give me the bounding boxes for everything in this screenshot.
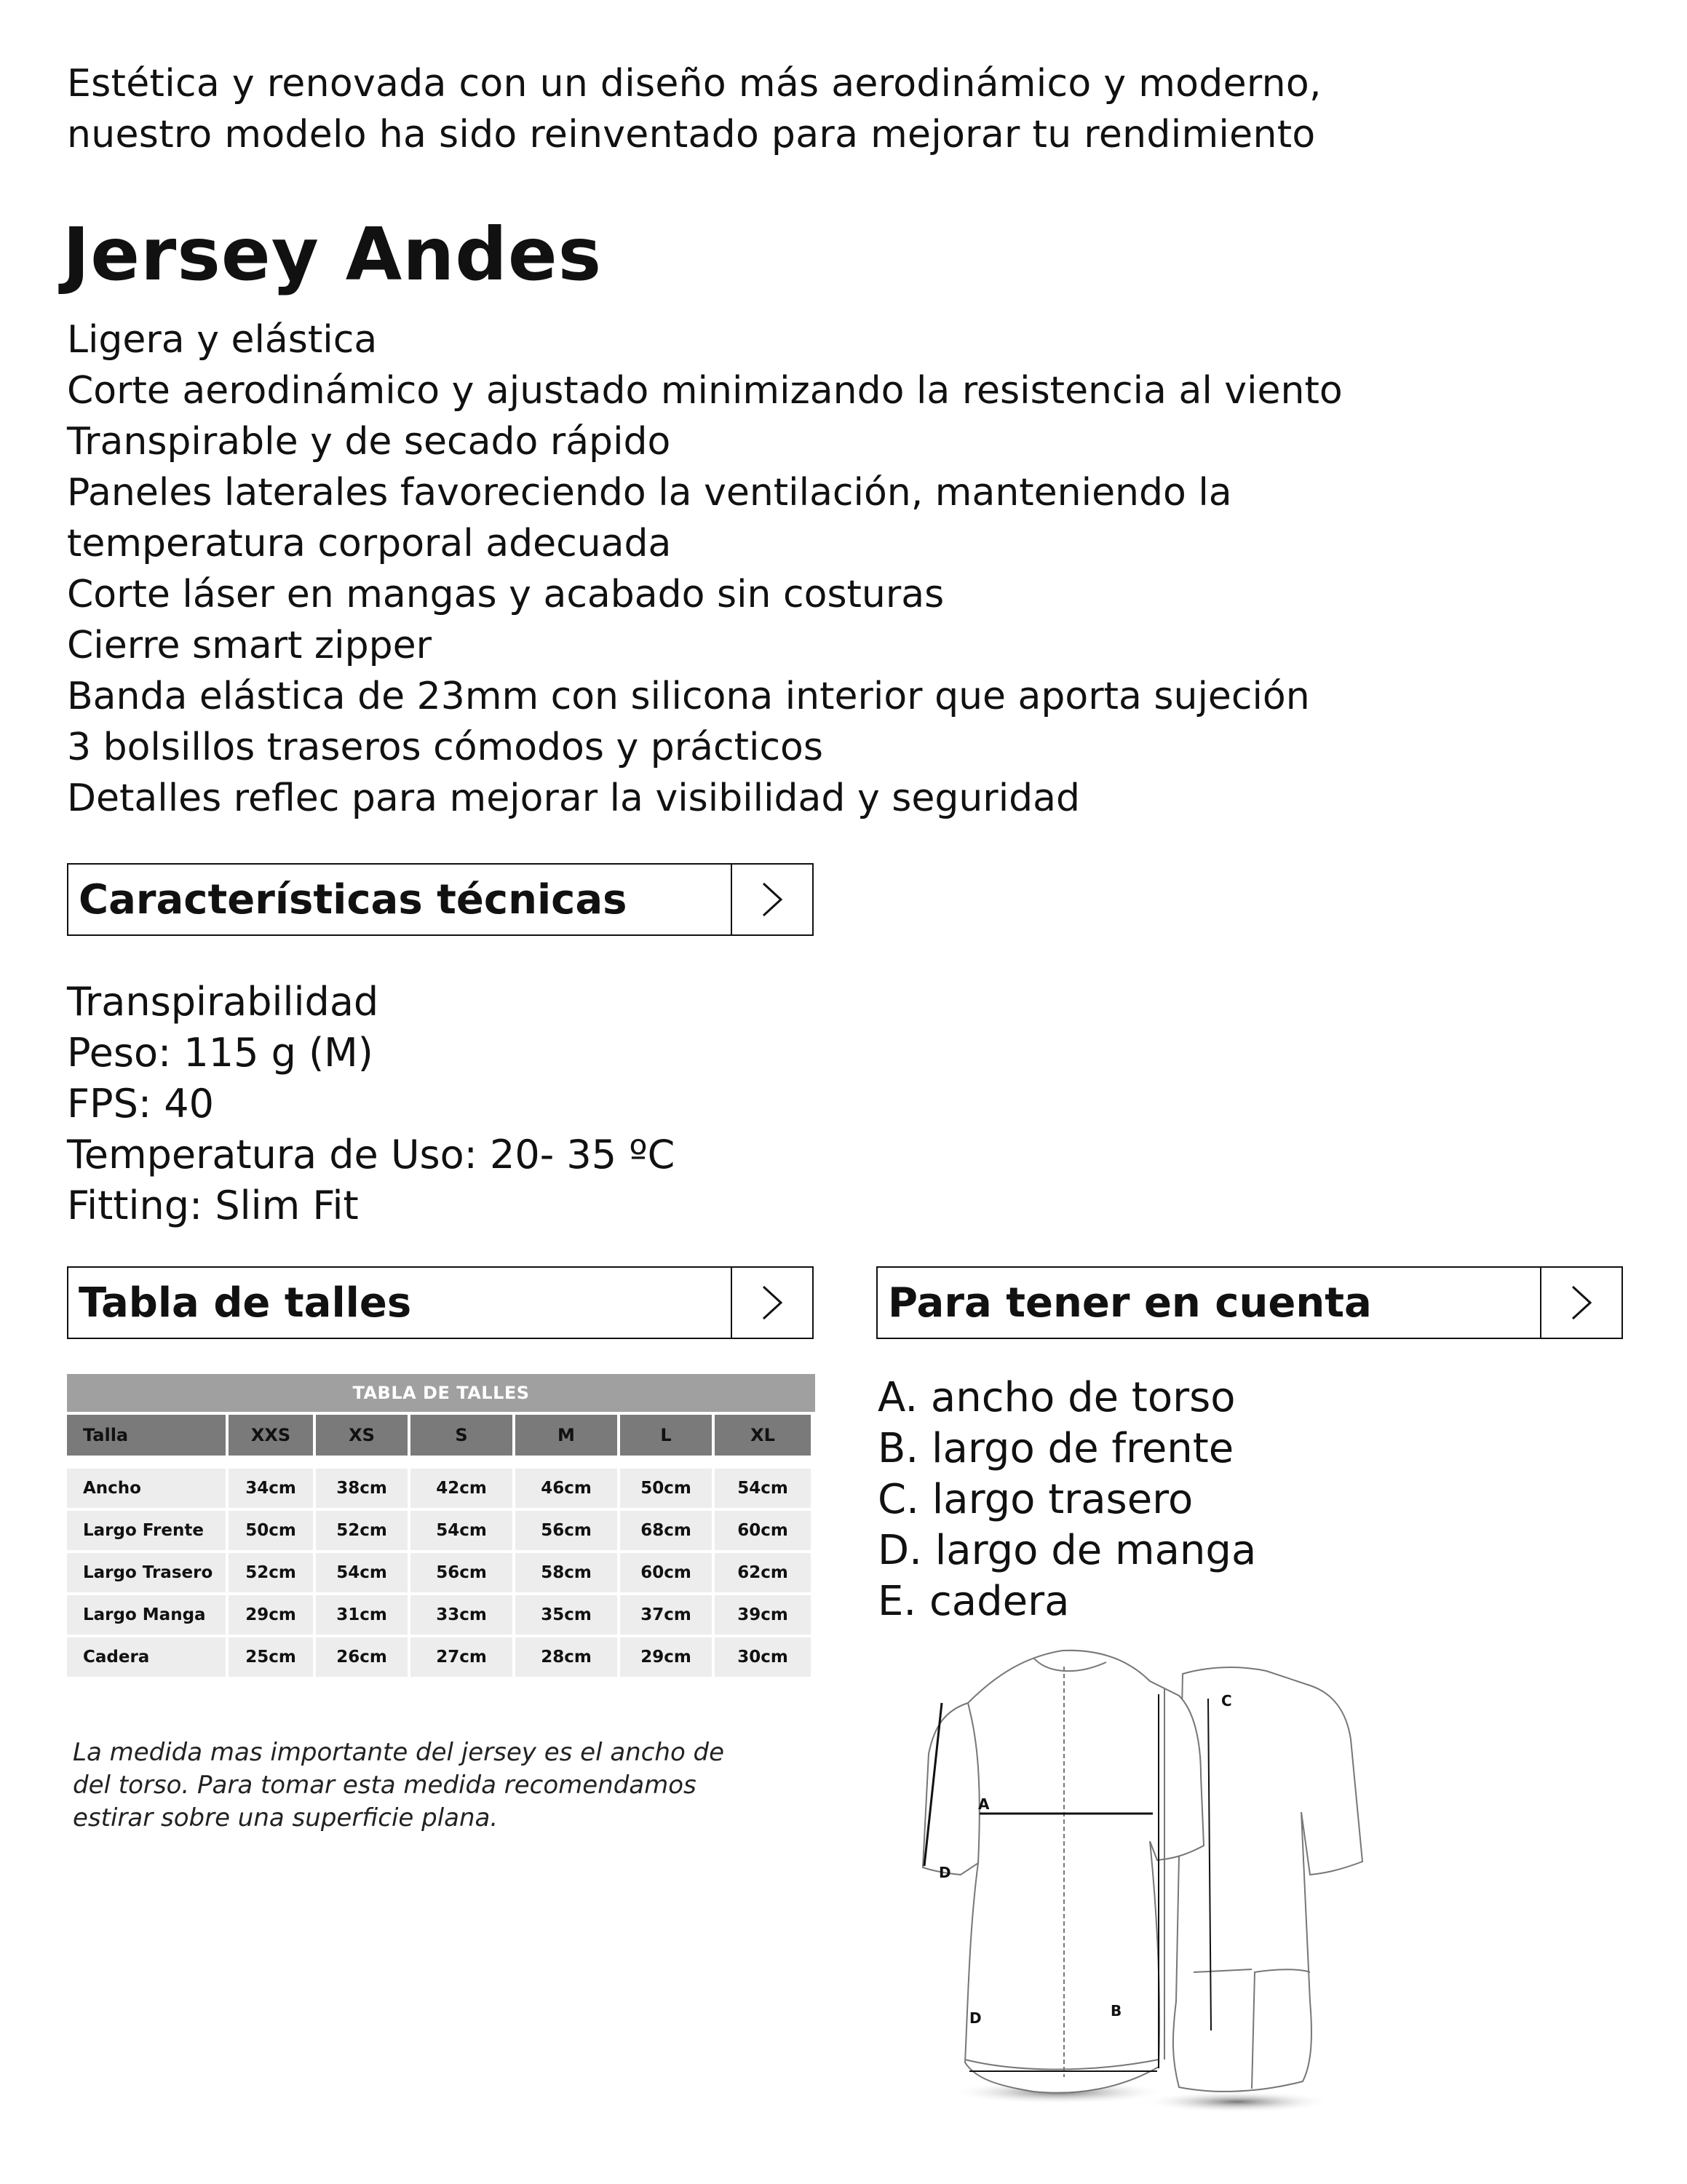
header-cell: L: [620, 1415, 712, 1456]
intro-line: nuestro modelo ha sido reinventado para mejorar tu rendimiento: [67, 113, 1316, 156]
table-cell: 68cm: [620, 1511, 712, 1550]
feature-item: Cierre smart zipper: [67, 624, 432, 667]
table-cell: 29cm: [620, 1637, 712, 1677]
table-cell: 30cm: [715, 1637, 811, 1677]
section-sizes-header[interactable]: [67, 1266, 814, 1339]
table-cell: 56cm: [515, 1511, 617, 1550]
header-cell: XXS: [229, 1415, 313, 1456]
chevron-right-icon[interactable]: [1540, 1268, 1621, 1338]
note-line: La medida mas importante del jersey es el ancho de: [73, 1738, 725, 1767]
table-cell: 56cm: [410, 1553, 512, 1592]
table-row: [67, 1511, 815, 1550]
table-cell: 52cm: [316, 1511, 408, 1550]
feature-item: Detalles reflec para mejorar la visibilidad y seguridad: [67, 777, 1081, 820]
label-a: A: [978, 1795, 990, 1813]
table-cell: 54cm: [316, 1553, 408, 1592]
table-cell: 35cm: [515, 1595, 617, 1635]
table-cell: 54cm: [715, 1469, 811, 1508]
note-line: estirar sobre una superficie plana.: [73, 1803, 499, 1832]
specs-list: [67, 977, 675, 1231]
spec-item: Peso: 115 g (M): [67, 1030, 373, 1076]
header-cell: XL: [715, 1415, 811, 1456]
label-c: C: [1221, 1692, 1232, 1710]
header-cell: Talla: [67, 1415, 226, 1456]
table-cell: Cadera: [67, 1637, 226, 1677]
section-notes-header[interactable]: [876, 1266, 1623, 1339]
table-cell: Ancho: [67, 1469, 226, 1508]
table-cell: 54cm: [410, 1511, 512, 1550]
section-tech-title: Características técnicas: [79, 875, 627, 924]
table-cell: 50cm: [620, 1469, 712, 1508]
table-cell: 58cm: [515, 1553, 617, 1592]
table-row: [67, 1469, 815, 1508]
feature-item: temperatura corporal adecuada: [67, 522, 672, 565]
table-cell: 60cm: [715, 1511, 811, 1550]
table-cell: Largo Trasero: [67, 1553, 226, 1592]
table-cell: Largo Manga: [67, 1595, 226, 1635]
table-cell: Largo Frente: [67, 1511, 226, 1550]
feature-item: Paneles laterales favoreciendo la ventilación, manteniendo la: [67, 471, 1232, 515]
table-cell: 46cm: [515, 1469, 617, 1508]
table-cell: 26cm: [316, 1637, 408, 1677]
size-table-header: [67, 1415, 815, 1456]
section-notes-title: Para tener en cuenta: [888, 1279, 1372, 1327]
table-cell: 50cm: [229, 1511, 313, 1550]
spec-item: FPS: 40: [67, 1081, 214, 1127]
size-table-title: TABLA DE TALLES: [67, 1374, 815, 1412]
spec-item: Fitting: Slim Fit: [67, 1183, 359, 1228]
header-cell: XS: [316, 1415, 408, 1456]
back-shadow: [1143, 2091, 1332, 2113]
table-cell: 52cm: [229, 1553, 313, 1592]
measure-item: B. largo de frente: [878, 1425, 1234, 1472]
measure-item: C. largo trasero: [878, 1476, 1194, 1523]
feature-item: Corte láser en mangas y acabado sin costuras: [67, 573, 945, 616]
measures-list: [878, 1373, 1256, 1627]
table-cell: 27cm: [410, 1637, 512, 1677]
table-cell: 37cm: [620, 1595, 712, 1635]
features-list: [67, 314, 1343, 824]
intro-line: Estética y renovada con un diseño más aerodinámico y moderno,: [67, 62, 1322, 106]
table-row: [67, 1595, 815, 1635]
header-cell: M: [515, 1415, 617, 1456]
feature-item: Ligera y elástica: [67, 318, 378, 362]
chevron-right-icon[interactable]: [731, 1268, 812, 1338]
table-row: [67, 1553, 815, 1592]
table-cell: 42cm: [410, 1469, 512, 1508]
jersey-diagram: [902, 1623, 1441, 2147]
table-cell: 34cm: [229, 1469, 313, 1508]
measure-item: E. cadera: [878, 1578, 1070, 1625]
feature-item: Transpirable y de secado rápido: [67, 420, 671, 464]
section-sizes-title: Tabla de talles: [79, 1279, 412, 1327]
table-cell: 28cm: [515, 1637, 617, 1677]
spec-item: Temperatura de Uso: 20- 35 ºC: [67, 1132, 675, 1178]
table-cell: 25cm: [229, 1637, 313, 1677]
label-d-bottom: D: [969, 2009, 982, 2027]
table-cell: 39cm: [715, 1595, 811, 1635]
table-cell: 31cm: [316, 1595, 408, 1635]
measure-item: D. largo de manga: [878, 1527, 1257, 1574]
feature-item: 3 bolsillos traseros cómodos y prácticos: [67, 726, 823, 769]
note-line: del torso. Para tomar esta medida recomendamos: [73, 1771, 696, 1800]
table-cell: 33cm: [410, 1595, 512, 1635]
table-cell: 62cm: [715, 1553, 811, 1592]
chevron-right-icon[interactable]: [731, 865, 812, 934]
header-cell: S: [410, 1415, 512, 1456]
size-table: [67, 1374, 815, 1677]
measure-note: [73, 1736, 724, 1835]
product-title: Jersey Andes: [63, 212, 603, 297]
feature-item: Corte aerodinámico y ajustado minimizando la resistencia al viento: [67, 369, 1343, 413]
table-cell: 60cm: [620, 1553, 712, 1592]
table-row: [67, 1637, 815, 1677]
label-b: B: [1111, 2002, 1122, 2020]
intro-text: [67, 58, 1322, 160]
feature-item: Banda elástica de 23mm con silicona interior que aporta sujeción: [67, 675, 1310, 718]
table-cell: 29cm: [229, 1595, 313, 1635]
spec-item: Transpirabilidad: [67, 979, 379, 1025]
jersey-back: [1173, 1667, 1362, 2092]
label-d-sleeve: D: [939, 1864, 951, 1881]
table-cell: 38cm: [316, 1469, 408, 1508]
measure-item: A. ancho de torso: [878, 1374, 1236, 1421]
section-tech-header[interactable]: [67, 863, 814, 936]
